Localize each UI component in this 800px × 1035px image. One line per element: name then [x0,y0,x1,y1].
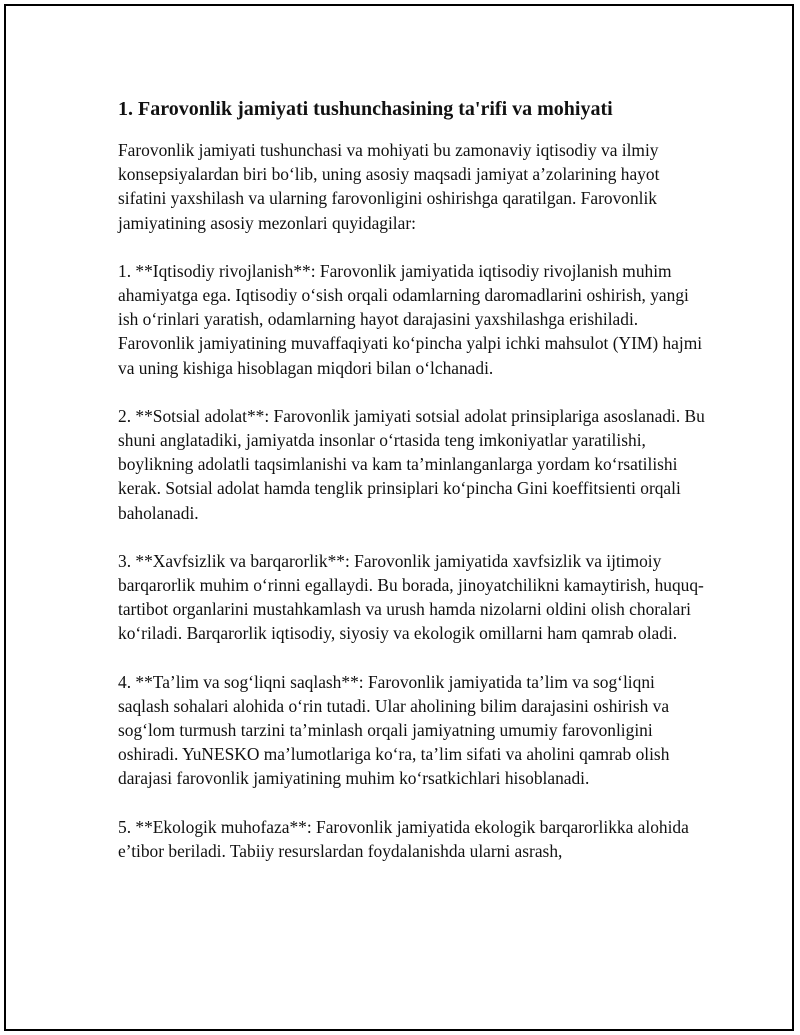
intro-paragraph: Farovonlik jamiyati tushunchasi va mohiyati bu zamonaviy iqtisodiy va ilmiy konsepsiyalardan biri bo‘lib, uning asosiy maqsadi jamiyat a’zolarining hayot sifatini yaxshilash va ularning farovonligini oshirishga qaratilgan. Farovonlik jamiyatining asosiy mezonlari quyidagilar: [118,140,660,233]
paragraph-security-stability: 3. **Xavfsizlik va barqarorlik**: Farovonlik jamiyatida xavfsizlik va ijtimoiy barqarorlik muhim o‘rinni egallaydi. Bu borada, jinoyatchilikni kamaytirish, huquq-tartibot organlarini mustahkamlash va urush hamda nizolarni oldini olish choralari ko‘riladi. Barqarorlik iqtisodiy, siyosiy va ekologik omillarni ham qamrab oladi. [118,550,704,644]
document-page [4,4,794,1031]
paragraph-economic-development: 1. **Iqtisodiy rivojlanish**: Farovonlik jamiyatida iqtisodiy rivojlanish muhim ahamiyatga ega. Iqtisodiy o‘sish orqali odamlarning daromadlarini oshirish, yangi ish o‘rinlari yaratish, odamlarning hayot darajasini yaxshilashga erishiladi. Farovonlik jamiyatining muvaffaqiyati ko‘pincha yalpi ichki mahsulot (YIM) hajmi va uning kishiga hisoblagan miqdori bilan o‘lchanadi. [118,260,703,378]
section-heading: 1. Farovonlik jamiyati tushunchasining ta'rifi va mohiyati [118,98,613,120]
paragraph-education-health: 4. **Ta’lim va sog‘liqni saqlash**: Farovonlik jamiyatida ta’lim va sog‘liqni saqlash sohalari alohida o‘rin tutadi. Ular aholining bilim darajasini oshirish va sog‘lom turmush tarzini ta’minlash orqali jamiyatning umumiy farovonligini oshiradi. YuNESKO ma’lumotlariga ko‘ra, ta’lim sifati va aholini qamrab olish darajasi farovonlik jamiyatining muhim ko‘rsatkichlari hisoblanadi. [118,671,670,789]
paragraph-social-justice: 2. **Sotsial adolat**: Farovonlik jamiyati sotsial adolat prinsiplariga asoslanadi. Bu shuni anglatadiki, jamiyatda insonlar o‘rtasida teng imkoniyatlar yaratilishi, boylikning adolatli taqsimlanishi va kam ta’minlanganlarga yordam ko‘rsatilishi kerak. Sotsial adolat hamda tenglik prinsiplari ko‘pincha Gini koeffitsienti orqali baholanadi. [118,405,705,523]
paragraph-ecological-protection: 5. **Ekologik muhofaza**: Farovonlik jamiyatida ekologik barqarorlikka alohida e’tibor beriladi. Tabiiy resurslardan foydalanishda ularni asrash, [118,816,689,861]
document-body [118,94,708,887]
